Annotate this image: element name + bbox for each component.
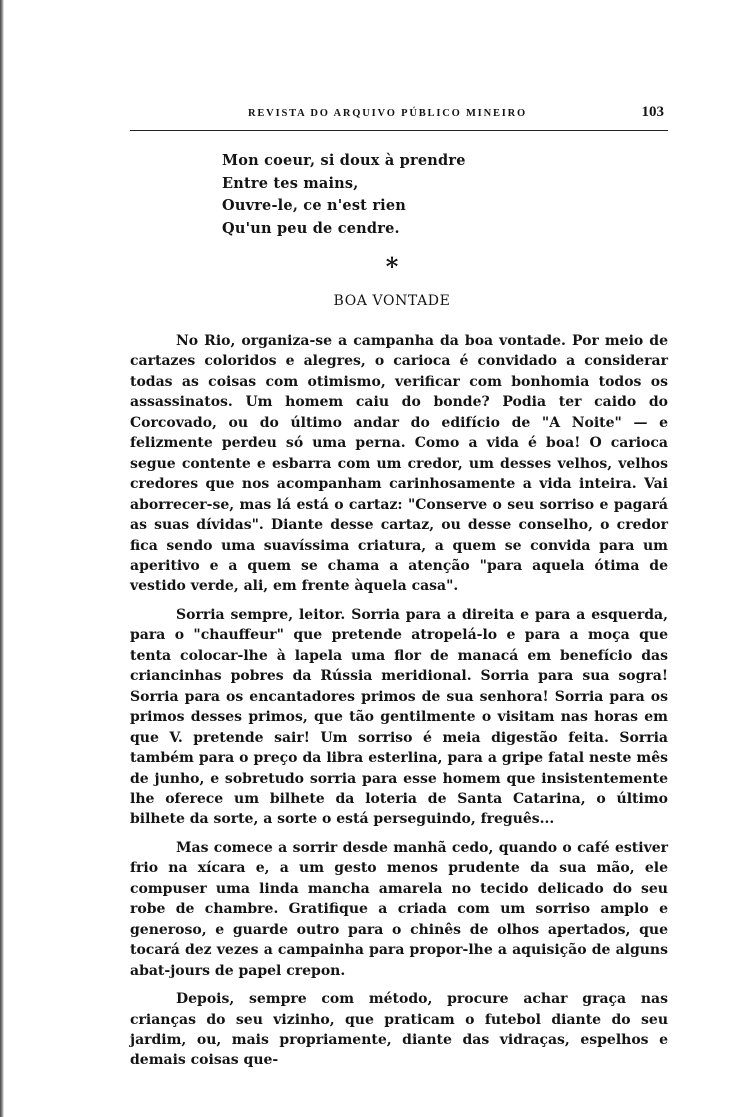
paragraph: No Rio, organiza-se a campanha da boa vontade. Por meio de cartazes coloridos e alegres, o carioca é convidado a considerar todas as coisas com otimismo, verificar com bonhomia todos os assassinatos. Um homem caiu do bonde? Podia ter caido do Corcovado, ou do último andar do edifício de "A Noite" — e felizmente perdeu só uma perna. Como a vida é boa! O carioca segue contente e esbarra com um credor, um desses velhos, velhos credores que nos acompanham carinhosamente a vida inteira. Vai aborrecer-se, mas lá está o cartaz: "Conserve o seu sorriso e pagará as suas dívidas". Diante desse cartaz, ou desse conselho, o credor fica sendo uma suavíssima criatura, a quem se convida para um aperitivo e a quem se chama a atenção "para aquela ótima de vestido verde, ali, em frente àquela casa".	[130, 333, 668, 595]
poem-stanza	[222, 150, 466, 240]
poem-line: Entre tes mains,	[222, 174, 359, 192]
poem-line: Qu'un peu de cendre.	[222, 219, 400, 237]
page-number: 103	[641, 104, 664, 120]
binding-edge-shadow	[0, 0, 4, 1117]
running-title: REVISTA DO ARQUIVO PÚBLICO MINEIRO	[248, 108, 527, 119]
paragraph: Depois, sempre com método, procure achar graça nas crianças do seu vizinho, que praticam o futebol diante do seu jardim, ou, mais propriamente, diante das vidraças, espelhos e demais coisas que-	[130, 991, 668, 1069]
paragraph: Sorria sempre, leitor. Sorria para a direita e para a esquerda, para o "chauffeur" que pretende atropelá-lo e para a moça que tenta colocar-lhe à lapela uma flor de manacá em benefício das criancinhas pobres da Rússia meridional. Sorria para sua sogra! Sorria para os encantadores primos de sua senhora! Sorria para os primos desses primos, que tão gentilmente o visitam nas horas em que V. pretende sair! Um sorriso é meia digestão feita. Sorria também para o preço da libra esterlina, para a gripe fatal neste mês de junho, e sobretudo sorria para esse homem que insistentemente lhe oferece um bilhete da loteria de Santa Catarina, o último bilhete da sorte, a sorte o está perseguindo, freguês...	[130, 606, 668, 828]
poem-line: Ouvre-le, ce n'est rien	[222, 197, 407, 214]
section-title: BOA VONTADE	[333, 293, 451, 309]
paragraph: Mas comece a sorrir desde manhã cedo, quando o café estiver frio na xícara e, a um gesto menos prudente da sua mão, ele compuser uma linda mancha amarela no tecido delicado do seu robe de chambre. Gratifique a criada com um sorriso amplo e generoso, e guarde outro para o chinês de olhos apertados, que tocará dez vezes a campainha para propor-lhe a aquisição de alguns abat-jours de papel crepon.	[130, 839, 668, 979]
running-header	[130, 104, 668, 131]
asterisk-separator: *	[385, 252, 399, 281]
poem-line: Mon coeur, si doux à prendre	[222, 152, 466, 169]
article-body	[130, 331, 668, 1079]
